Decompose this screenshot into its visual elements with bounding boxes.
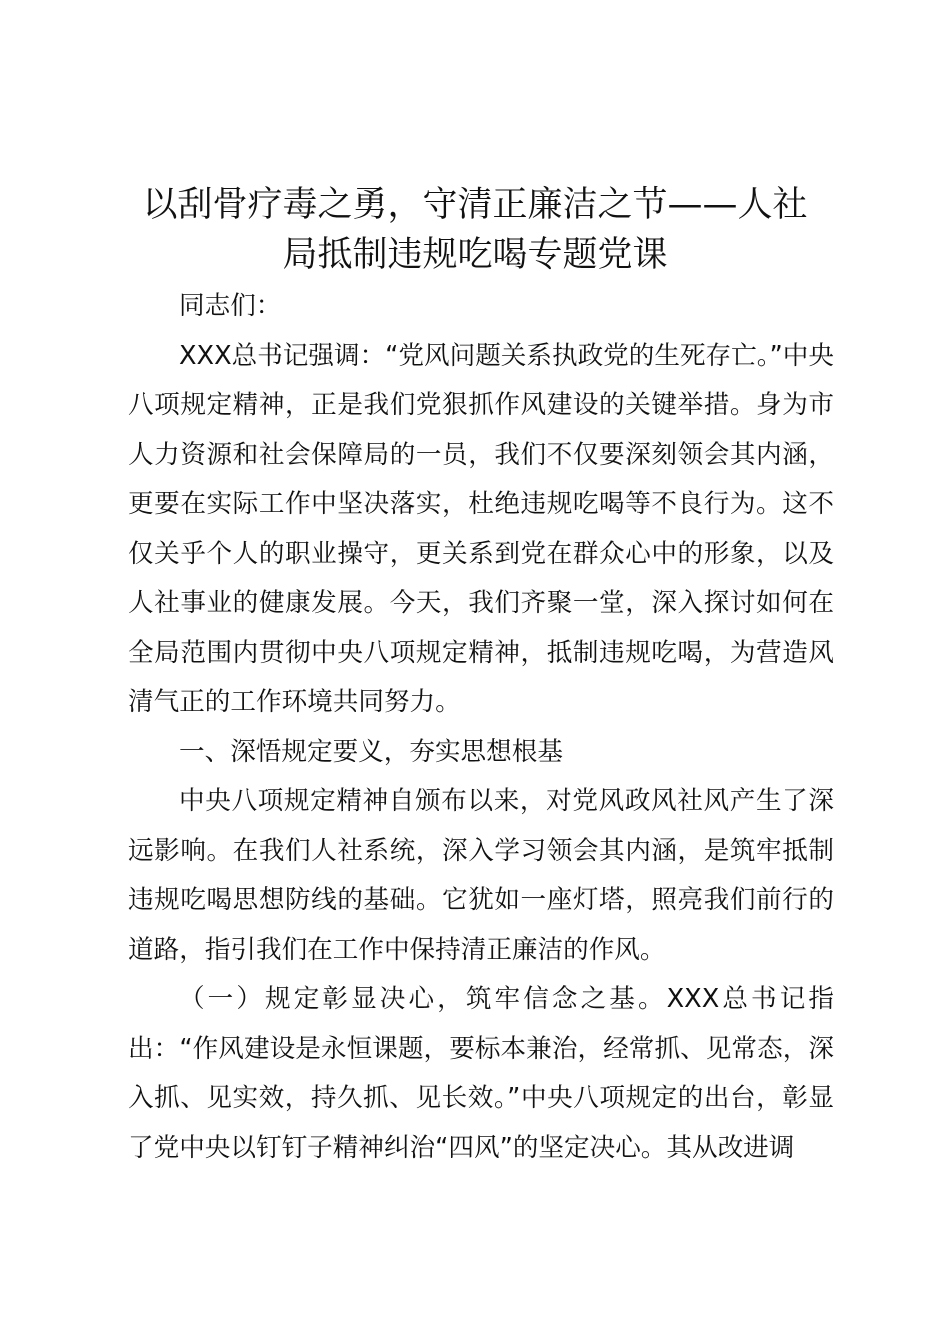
intro-paragraph: XXX总书记强调：“党风问题关系执政党的生死存亡。”中央八项规定精神，正是我们党狠抓作风建设的关键举措。身为市人力资源和社会保障局的一员，我们不仅要深刻领会其内涵，更要在实际工作中坚决落实，杜绝违规吃喝等不良行为。这不仅关乎个人的职业操守，更关系到党在群众心中的形象，以及人社事业的健康发展。今天，我们齐聚一堂，深入探讨如何在全局范围内贯彻中央八项规定精神，抵制违规吃喝，为营造风清气正的工作环境共同努力。 <box>128 340 834 717</box>
title-line-2: 局抵制违规吃喝专题党课 <box>282 235 668 275</box>
title-line-1: 以刮骨疗毒之勇，守清正廉洁之节——人社 <box>142 185 808 225</box>
salutation: 同志们： <box>179 291 282 321</box>
document-title <box>120 180 830 280</box>
section-paragraph: 中央八项规定精神自颁布以来，对党风政风社风产生了深远影响。在我们人社系统，深入学习领会其内涵，是筑牢抵制违规吃喝思想防线的基础。它犹如一座灯塔，照亮我们前行的道路，指引我们在工作中保持清正廉洁的作风。 <box>128 786 834 965</box>
subsection-paragraph: （一）规定彰显决心，筑牢信念之基。XXX总书记指出：“作风建设是永恒课题，要标本兼治，经常抓、见常态，深入抓、见实效，持久抓、见长效。”中央八项规定的出台，彰显了党中央以钉钉子精神纠治“四风”的坚定决心。其从改进调 <box>128 984 834 1163</box>
document-body <box>128 282 834 1173</box>
section-heading: 一、深悟规定要义，夯实思想根基 <box>179 736 563 767</box>
